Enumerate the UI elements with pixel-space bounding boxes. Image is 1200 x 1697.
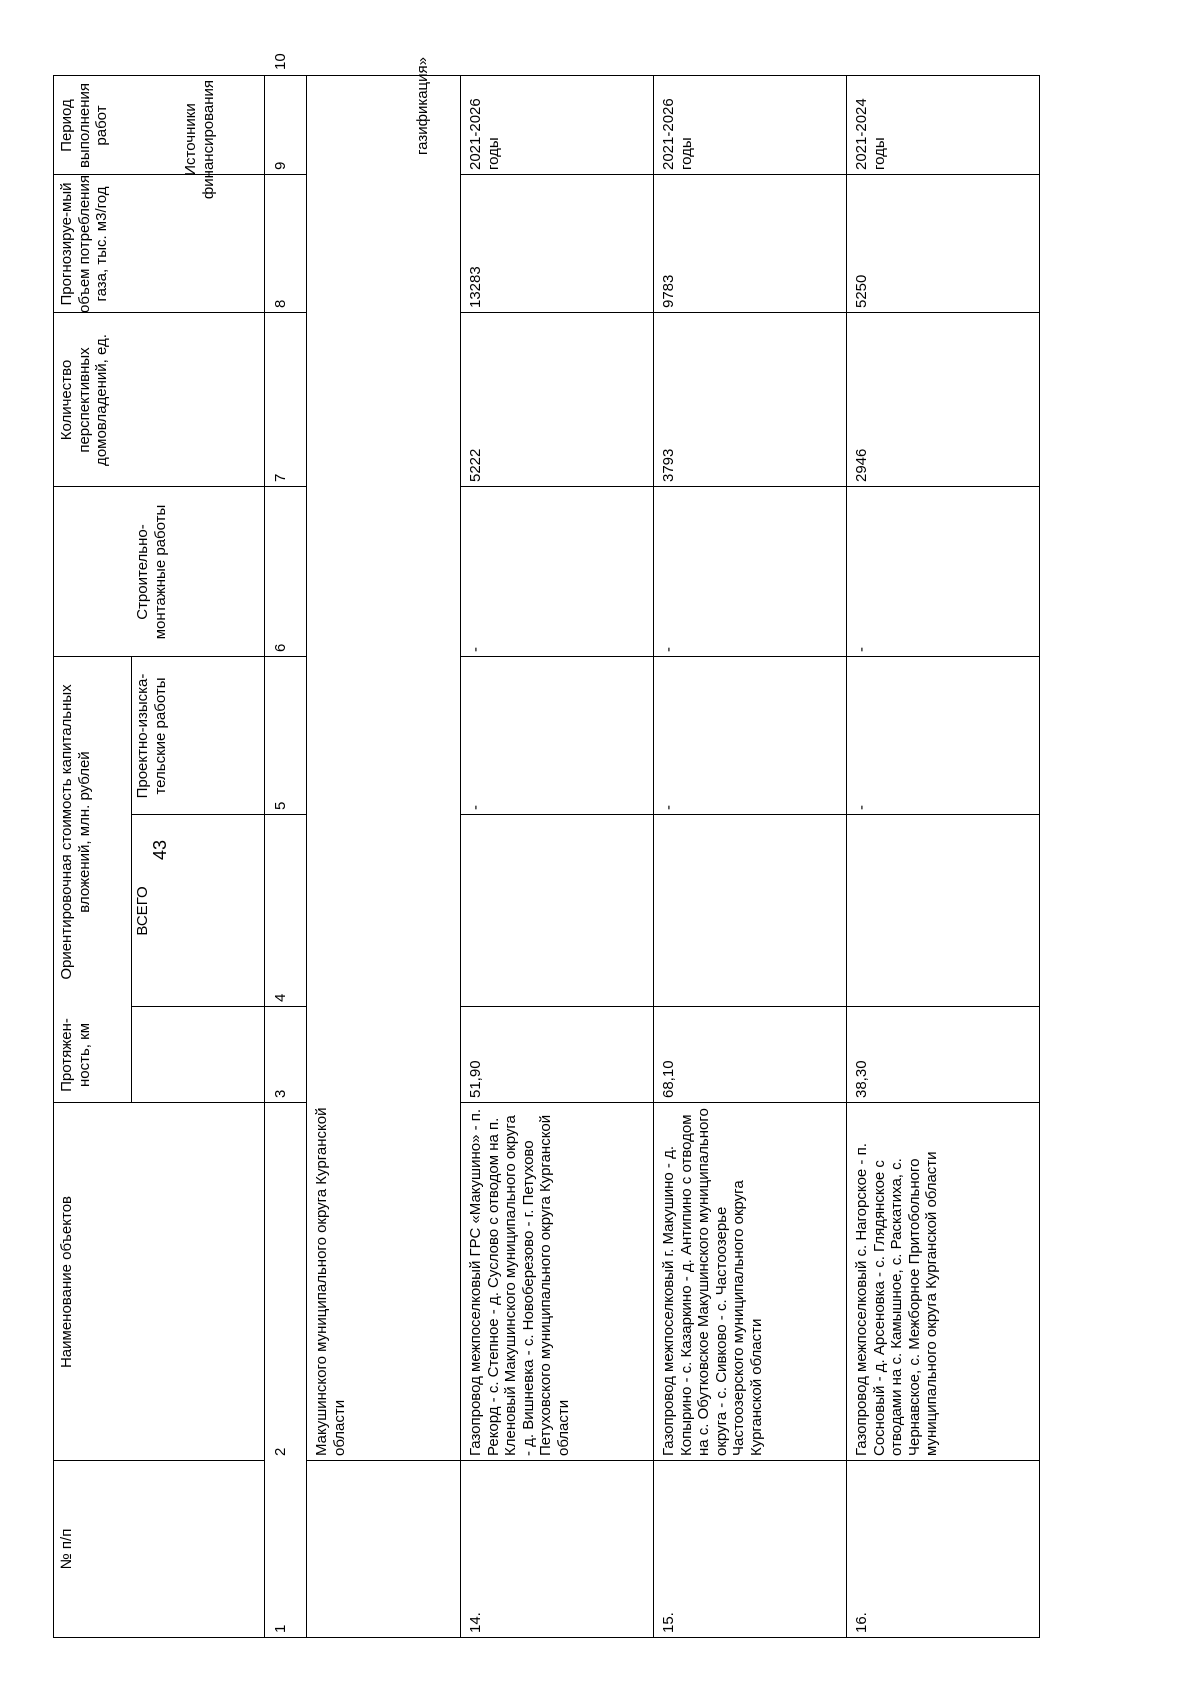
row-households: 3793 xyxy=(660,448,677,482)
row-name: Газопровод межпоселковый с. Нагорское - п. Сосновый - д. Арсеновка - с. Глядянское с отводами на с. Камышное, с. Раскатиха, с. Чернавское, с. Межборное Притобольного муниципального округа Курганской области xyxy=(853,1143,940,1456)
col-number: 10 xyxy=(272,53,289,70)
col-number: 7 xyxy=(272,473,289,482)
col-number: 9 xyxy=(272,161,289,170)
row-period: 2021-2024 годы xyxy=(853,98,888,170)
col-number: 5 xyxy=(272,801,289,810)
col-number: 3 xyxy=(272,1089,289,1098)
header-cost-group: Ориентировочная стоимость капитальных вложений, млн. рублей xyxy=(58,684,93,980)
row-name: Газопровод межпоселковый ГРС «Макушино» - п. Рекорд - с. Степное - д. Суслово с отводом на п. Кленовый Макушинского муниципального округа - д. Вишневка - с. Новоберезово - г. Петухово Петуховского муниципального округа Курганской области xyxy=(467,1108,572,1456)
row-period: 2021-2026 годы xyxy=(467,98,502,170)
header-design: Проектно-изыска-тельские работы xyxy=(134,673,169,799)
row-households: 5222 xyxy=(467,448,484,482)
row-length: 38,30 xyxy=(853,1060,870,1098)
row-name: Газопровод межпоселковый г. Макушино - д. Копырино - с. Казаркино - д. Антипино с отводом на с. Обутковское Макушинского муниципального округа - с. Сивково - с. Частоозерье Частоозерского муниципального округа Курганской области xyxy=(660,1108,765,1456)
col-number: 1 xyxy=(272,1624,289,1633)
row-gas-volume: 13283 xyxy=(467,266,484,308)
row-design: - xyxy=(660,805,677,810)
row-num: 15. xyxy=(660,1612,677,1633)
row-num: 16. xyxy=(853,1612,870,1633)
row-construction: - xyxy=(467,647,484,652)
row-construction: - xyxy=(660,647,677,652)
row-length: 51,90 xyxy=(467,1060,484,1098)
header-gas-volume: Прогнозируе-мый объем потребления газа, тыс. м3/год xyxy=(58,175,110,313)
sources-header-box xyxy=(182,57,237,222)
header-length: Протяжен-ность, км xyxy=(58,1018,93,1092)
col-number: 8 xyxy=(272,299,289,308)
header-construction: Строительно-монтажные работы xyxy=(134,504,169,640)
header-sources: Источники финансирования xyxy=(182,79,217,200)
row-construction: - xyxy=(853,647,870,652)
section-title: Макушинского муниципального округа Курганской области xyxy=(313,1107,348,1456)
row-gas-volume: 5250 xyxy=(853,274,870,308)
page-number: 43 xyxy=(150,839,170,861)
row-design: - xyxy=(467,805,484,810)
header-households: Количество перспективных домовладений, ед. xyxy=(58,334,110,466)
col-number: 6 xyxy=(272,643,289,652)
header-name: Наименование объектов xyxy=(58,1195,75,1369)
row-num: 14. xyxy=(467,1612,484,1633)
header-num: № п/п xyxy=(58,1528,75,1570)
section-sources-note: газификация» xyxy=(414,57,431,155)
row-length: 68,10 xyxy=(660,1060,677,1098)
row-households: 2946 xyxy=(853,448,870,482)
col-number: 4 xyxy=(272,993,289,1002)
sources-column xyxy=(20,57,1178,1649)
col-number: 2 xyxy=(272,1447,289,1456)
row-gas-volume: 9783 xyxy=(660,274,677,308)
header-total: ВСЕГО xyxy=(134,886,151,936)
sources-note-box xyxy=(414,57,434,177)
header-period: Период выполнения работ xyxy=(58,82,110,169)
row-design: - xyxy=(853,805,870,810)
row-period: 2021-2026 годы xyxy=(660,98,695,170)
